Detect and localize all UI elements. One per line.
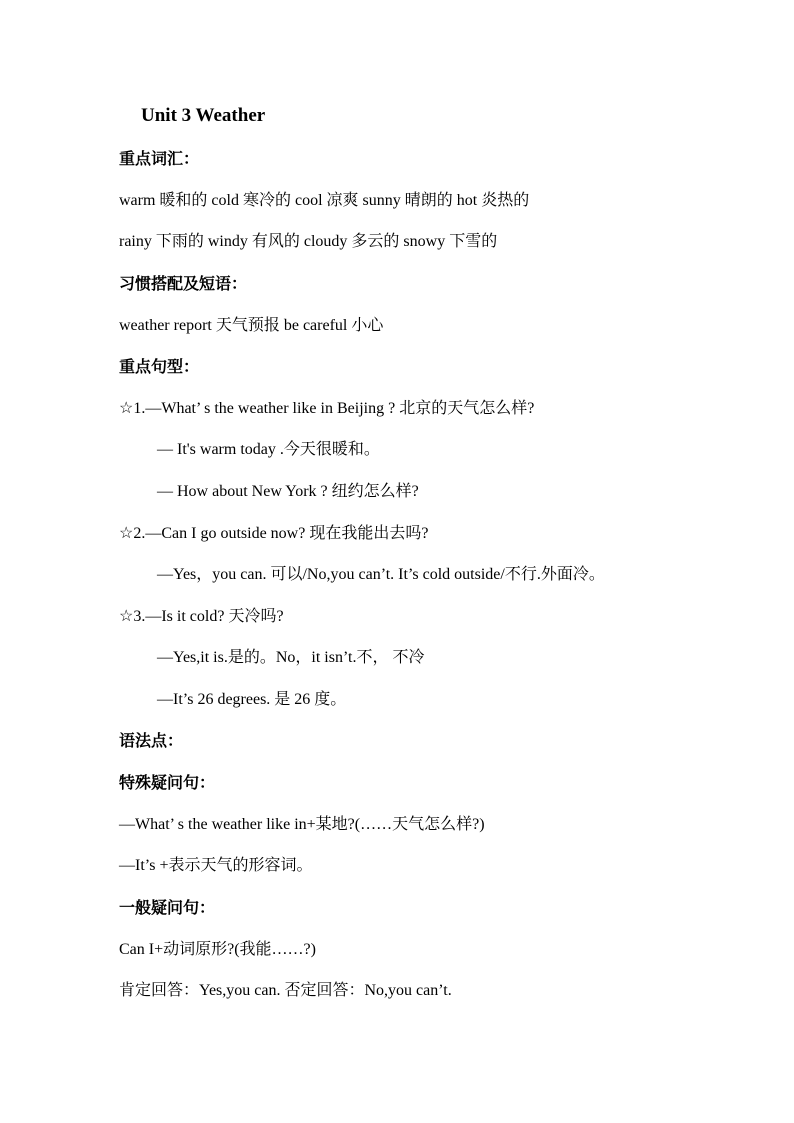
general-question-line-1: Can I+动词原形?(我能……?) [119, 941, 316, 958]
phrase-line-1: weather report 天气预报 be careful 小心 [119, 317, 384, 334]
vocab-heading: 重点词汇： [119, 149, 200, 168]
special-question-heading: 特殊疑问句： [119, 773, 216, 792]
general-question-heading: 一般疑问句： [119, 898, 216, 917]
phrases-heading: 习惯搭配及短语： [119, 274, 248, 293]
sentence-1: ☆1.—What’ s the weather like in Beijing ? 北京的天气怎么样? [119, 400, 535, 417]
sentence-3-degrees: —It’s 26 degrees. 是 26 度。 [157, 691, 347, 708]
sentence-3: ☆3.—Is it cold? 天冷吗? [119, 608, 284, 625]
sentence-1-followup: — How about New York ? 纽约怎么样? [157, 483, 419, 500]
sentence-2-answer: —Yes，you can. 可以/No,you can’t. It’s cold outside/不行.外面冷。 [157, 566, 605, 583]
special-question-line-1: —What’ s the weather like in+某地?(……天气怎么样?) [119, 816, 485, 833]
sentences-heading: 重点句型： [119, 357, 200, 376]
general-question-line-2: 肯定回答：Yes,you can. 否定回答：No,you can’t. [119, 982, 452, 999]
vocab-line-2: rainy 下雨的 windy 有风的 cloudy 多云的 snowy 下雪的 [119, 233, 498, 250]
sentence-3-answer: —Yes,it is.是的。No，it isn’t.不， 不冷 [157, 649, 425, 666]
vocab-line-1: warm 暖和的 cold 寒冷的 cool 凉爽 sunny 晴朗的 hot 炎热的 [119, 192, 530, 209]
grammar-heading: 语法点： [119, 731, 184, 750]
page-title: Unit 3 Weather [141, 105, 266, 126]
sentence-2: ☆2.—Can I go outside now? 现在我能出去吗? [119, 525, 429, 542]
special-question-line-2: —It’s +表示天气的形容词。 [119, 857, 313, 874]
sentence-1-answer: — It's warm today .今天很暖和。 [157, 441, 380, 458]
